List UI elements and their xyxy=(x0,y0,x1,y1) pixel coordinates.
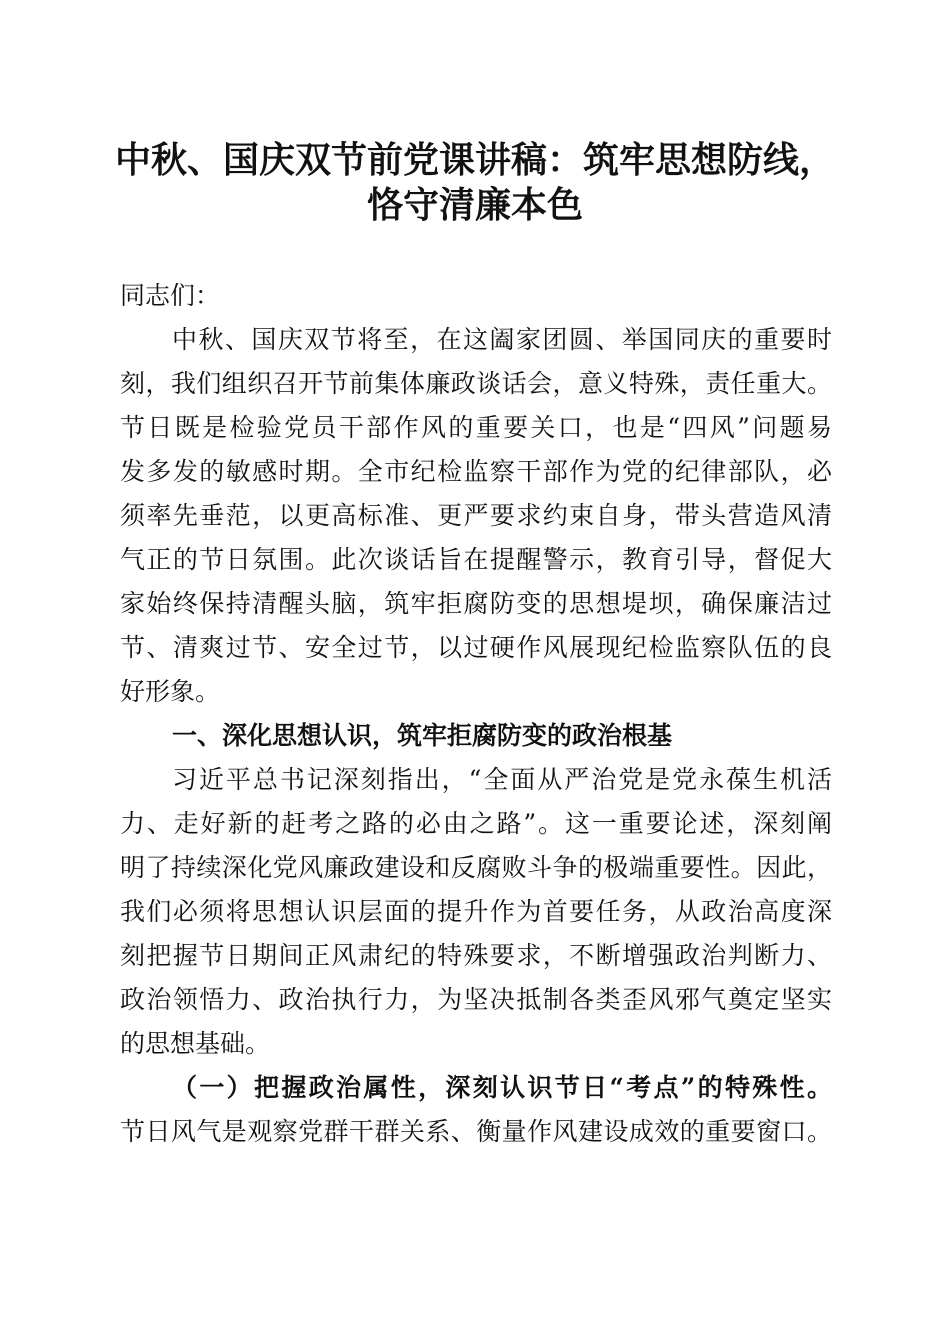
paragraph-line: 政治领悟力、政治执行力，为坚决抵制各类歪风邪气奠定坚实 xyxy=(120,985,832,1014)
paragraph-line: 须率先垂范，以更高标准、更严要求约束自身，带头营造风清 xyxy=(120,501,832,530)
paragraph-line: 气正的节日氛围。此次谈话旨在提醒警示，教育引导，督促大 xyxy=(120,545,832,574)
section-heading-line: 一、深化思想认识，筑牢拒腐防变的政治根基 xyxy=(172,721,673,750)
salutation: 同志们： xyxy=(120,281,221,310)
document-title-line-2: 恪守清廉本色 xyxy=(366,184,583,226)
paragraph-line: 刻，我们组织召开节前集体廉政谈话会，意义特殊，责任重大。 xyxy=(120,369,832,398)
paragraph-line: 家始终保持清醒头脑，筑牢拒腐防变的思想堤坝，确保廉洁过 xyxy=(120,589,832,618)
paragraph-line: 我们必须将思想认识层面的提升作为首要任务，从政治高度深 xyxy=(120,897,832,926)
document-body xyxy=(120,274,832,1154)
paragraph-line: 中秋、国庆双节将至，在这阖家团圆、举国同庆的重要时 xyxy=(172,325,832,354)
paragraph-line: 节、清爽过节、安全过节，以过硬作风展现纪检监察队伍的良 xyxy=(120,633,832,662)
paragraph-line: 好形象。 xyxy=(120,677,221,706)
paragraph-line: 的思想基础。 xyxy=(120,1029,271,1058)
paragraph-line: 刻把握节日期间正风肃纪的特殊要求，不断增强政治判断力、 xyxy=(120,941,832,970)
paragraph-line: 明了持续深化党风廉政建设和反腐败斗争的极端重要性。因此， xyxy=(120,853,832,882)
paragraph-line: 节日风气是观察党群干群关系、衡量作风建设成效的重要窗口。 xyxy=(120,1117,832,1146)
section-heading-line: （一）把握政治属性，深刻认识节日“考点”的特殊性。 xyxy=(172,1073,832,1102)
document-title-line-1: 中秋、国庆双节前党课讲稿：筑牢思想防线， xyxy=(114,139,835,181)
paragraph-line: 习近平总书记深刻指出，“全面从严治党是党永葆生机活 xyxy=(172,765,832,794)
paragraph-line: 力、走好新的赶考之路的必由之路”。这一重要论述，深刻阐 xyxy=(120,809,832,838)
paragraph-line: 发多发的敏感时期。全市纪检监察干部作为党的纪律部队，必 xyxy=(120,457,832,486)
paragraph-line: 节日既是检验党员干部作风的重要关口，也是“四风”问题易 xyxy=(120,413,832,442)
